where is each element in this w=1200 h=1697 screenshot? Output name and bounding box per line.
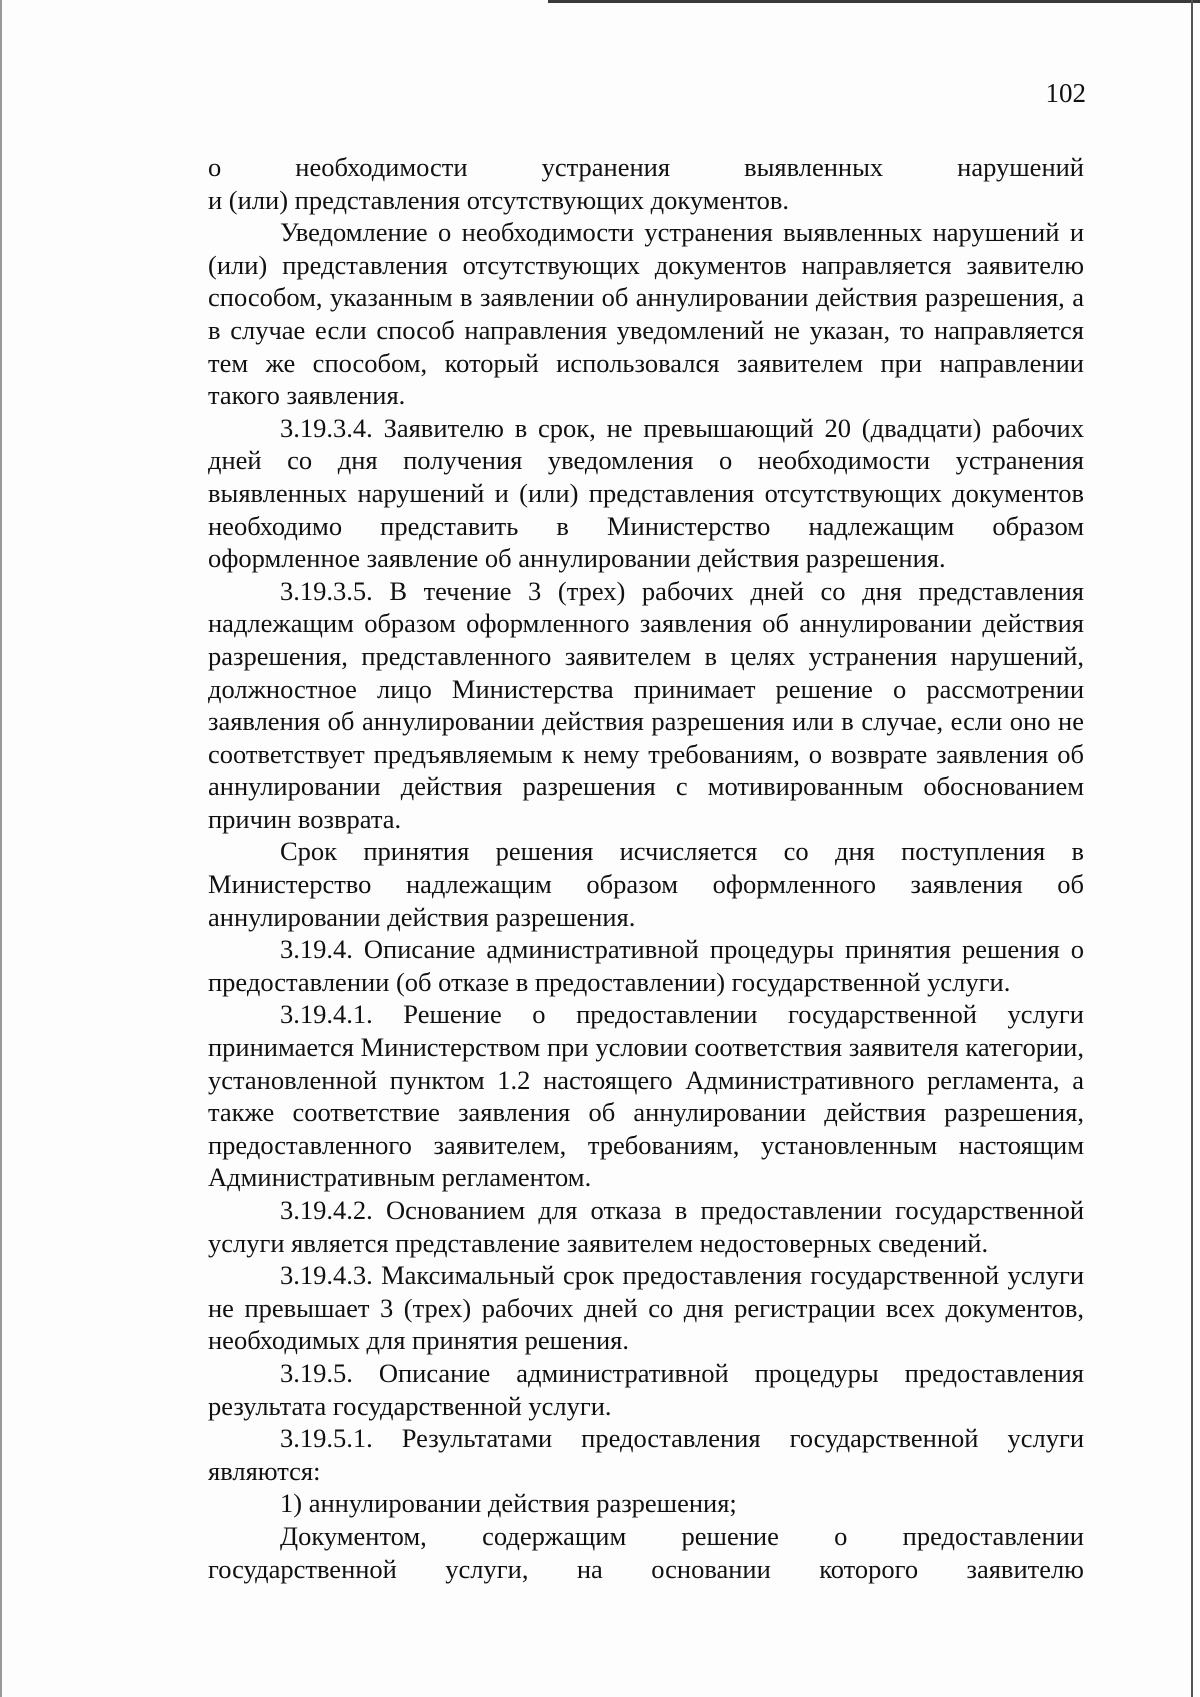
paragraph-1: Уведомление о необходимости устранения выявленных нарушений и (или) представления отсутствующих документов направляется заявителю способом, указанным в заявлении об аннулировании действия разрешения, а в случае если способ направления уведомлений не указан, то направляется тем же способом, который использовался заявителем при направлении такого заявления. xyxy=(208,217,1084,411)
page-number: 102 xyxy=(1045,78,1086,108)
paragraph-3: 3.19.3.5. В течение 3 (трех) рабочих дней со дня представления надлежащим образом оформленного заявления об аннулировании действия разрешения, представленного заявителем в целях устранения нарушений, должностное лицо Министерства принимает решение о рассмотрении заявления об аннулировании действия разрешения или в случае, если оно не соответствует предъявляемым к нему требованиям, о возврате заявления об аннулировании действия разрешения с мотивированным обоснованием причин возврата. xyxy=(208,575,1084,834)
scan-edge-top xyxy=(548,0,1200,3)
paragraph-5: 3.19.4. Описание административной процедуры принятия решения о предоставлении (об отказе в предоставлении) государственной услуги. xyxy=(208,934,1084,997)
paragraph-8: 3.19.4.3. Максимальный срок предоставления государственной услуги не превышает 3 (трех) рабочих дней со дня регистрации всех документов, необходимых для принятия решения. xyxy=(208,1260,1084,1356)
paragraph-12: Документом, содержащим решение о предоставлении государственной услуги, на основании которого заявителю xyxy=(208,1520,1084,1584)
scan-edge-left xyxy=(0,0,2,1697)
paragraph-2: 3.19.3.4. Заявителю в срок, не превышающий 20 (двадцати) рабочих дней со дня получения уведомления о необходимости устранения выявленных нарушений и (или) представления отсутствующих документов необходимо представить в Министерство надлежащим образом оформленное заявление об аннулировании действия разрешения. xyxy=(208,412,1084,574)
paragraph-10: 3.19.5.1. Результатами предоставления государственной услуги являются: xyxy=(208,1423,1084,1486)
scan-edge-right xyxy=(1191,0,1193,1697)
document-body xyxy=(208,151,1084,1585)
paragraph-9: 3.19.5. Описание административной процедуры предоставления результата государственной услуги. xyxy=(208,1357,1084,1421)
paragraph-7: 3.19.4.2. Основанием для отказа в предоставлении государственной услуги является представление заявителем недостоверных сведений. xyxy=(208,1195,1084,1258)
paragraph-11: 1) аннулировании действия разрешения; xyxy=(280,1488,737,1519)
paragraph-0-line-1: о необходимости устранения выявленных нарушений xyxy=(208,152,1084,182)
paragraph-6: 3.19.4.1. Решение о предоставлении государственной услуги принимается Министерством при условии соответствия заявителя категории, установленной пунктом 1.2 настоящего Административного регламента, а также соответствие заявления об аннулировании действия разрешения, предоставленного заявителем, требованиям, установленным настоящим Административным регламентом. xyxy=(208,999,1084,1193)
paragraph-0-rest: и (или) представления отсутствующих документов. xyxy=(208,184,790,215)
paragraph-4: Срок принятия решения исчисляется со дня поступления в Министерство надлежащим образом оформленного заявления об аннулировании действия разрешения. xyxy=(208,836,1084,932)
